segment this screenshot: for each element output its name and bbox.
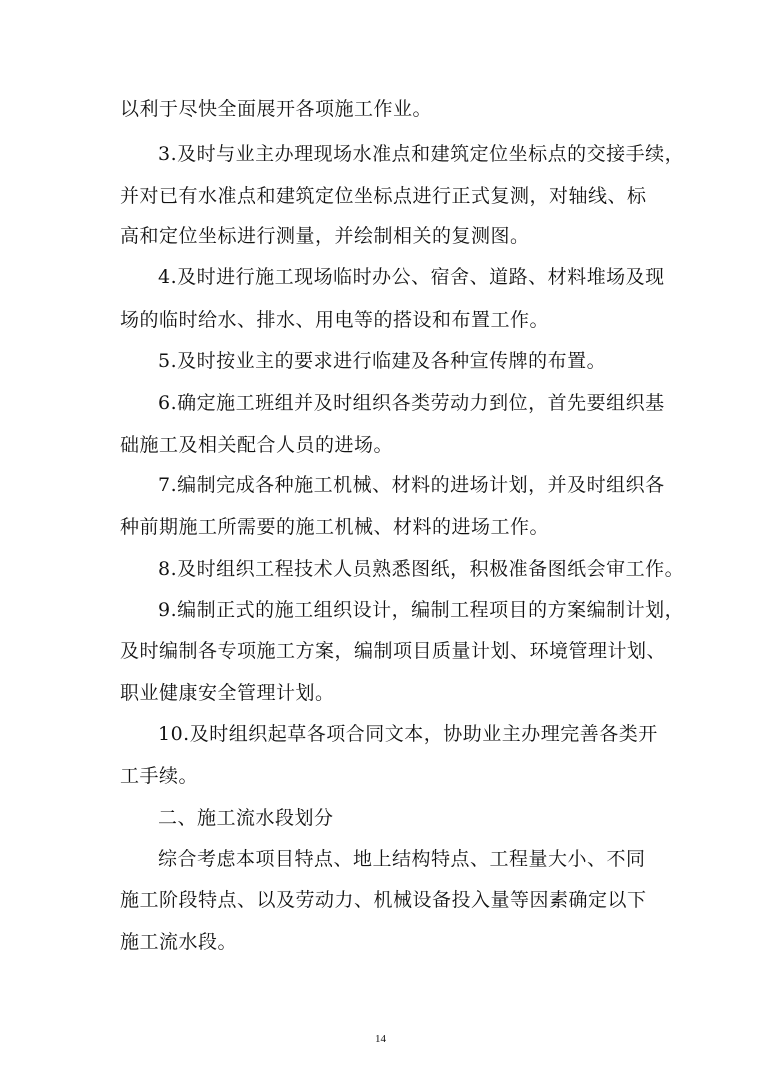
paragraph-line: 6.确定施工班组并及时组织各类劳动力到位，首先要组织基: [158, 392, 665, 414]
paragraph-line: 5.及时按业主的要求进行临建及各种宣传牌的布置。: [158, 350, 607, 372]
paragraph-line: 8.及时组织工程技术人员熟悉图纸，积极准备图纸会审工作。: [158, 558, 685, 580]
paragraph-line: 础施工及相关配合人员的进场。: [120, 434, 394, 456]
paragraph-line: 9.编制正式的施工组织设计，编制工程项目的方案编制计划，: [158, 599, 685, 621]
paragraph-line: 施工阶段特点、以及劳动力、机械设备投入量等因素确定以下: [120, 889, 647, 911]
paragraph-line: 3.及时与业主办理现场水准点和建筑定位坐标点的交接手续，: [158, 143, 685, 165]
paragraph-line: 以利于尽快全面展开各项施工作业。: [120, 98, 433, 120]
paragraph-line: 施工流水段。: [120, 931, 238, 953]
paragraph-line: 及时编制各专项施工方案，编制项目质量计划、环境管理计划、: [120, 640, 667, 662]
paragraph-line: 并对已有水准点和建筑定位坐标点进行正式复测，对轴线、标: [120, 185, 647, 207]
paragraph-line: 工手续。: [120, 765, 199, 787]
page-number: 14: [375, 1033, 386, 1045]
paragraph-line: 场的临时给水、排水、用电等的搭设和布置工作。: [120, 309, 550, 331]
paragraph-line: 高和定位坐标进行测量，并绘制相关的复测图。: [120, 225, 530, 247]
paragraph-line: 4.及时进行施工现场临时办公、宿舍、道路、材料堆场及现: [158, 266, 665, 288]
paragraph-line: 7.编制完成各种施工机械、材料的进场计划，并及时组织各: [158, 474, 665, 496]
section-heading: 二、施工流水段划分: [158, 807, 334, 829]
paragraph-line: 综合考虑本项目特点、地上结构特点、工程量大小、不同: [158, 848, 646, 870]
paragraph-line: 种前期施工所需要的施工机械、材料的进场工作。: [120, 516, 550, 538]
paragraph-line: 10.及时组织起草各项合同文本，协助业主办理完善各类开: [158, 723, 658, 745]
paragraph-line: 职业健康安全管理计划。: [120, 682, 335, 704]
